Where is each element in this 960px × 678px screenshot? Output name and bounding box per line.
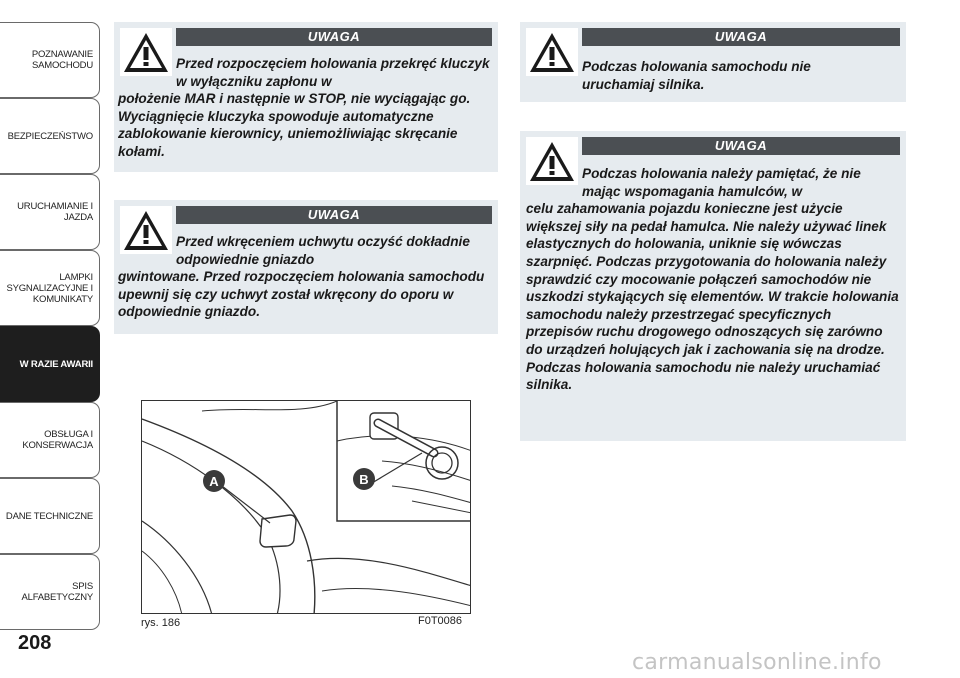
- figure-caption: rys. 186: [141, 617, 181, 629]
- figure-code: F0T0086: [418, 615, 463, 627]
- tow-hook-illustration: [142, 401, 471, 614]
- warning-box-towing-rules: [520, 131, 906, 441]
- warning-box-ignition: [114, 22, 498, 172]
- tab-w-razie-awarii[interactable]: [0, 326, 100, 402]
- warning-text-lead: Podczas holowania samochodu nie uruchamiaj silnika.: [582, 59, 811, 92]
- warning-header: UWAGA: [582, 28, 900, 46]
- tab-bezpieczenstwo[interactable]: [0, 98, 100, 174]
- warning-text-body: gwintowane. Przed rozpoczęciem holowania samochodu upewnij się czy uchwyt został wkręcony do oporu w odpowiednie gniazdo.: [118, 269, 485, 320]
- warning-text-lead: Podczas holowania należy pamiętać, że nie mając wspomagania hamulców, w: [582, 166, 861, 199]
- warning-header: UWAGA: [176, 28, 492, 46]
- warning-header: UWAGA: [176, 206, 492, 224]
- callout-a: A: [209, 474, 219, 489]
- warning-text: [526, 58, 886, 93]
- tab-label: SPIS ALFABETYCZNY: [21, 581, 93, 603]
- page-number: 208: [18, 632, 52, 654]
- watermark: carmanualsonline.info: [632, 650, 882, 675]
- tab-obsluga-i-konserwacja[interactable]: [0, 402, 100, 478]
- warning-text: [118, 55, 494, 161]
- tab-label: LAMPKI SYGNALIZACYJNE I KOMUNIKATY: [6, 271, 93, 305]
- warning-text-lead: Przed wkręceniem uchwytu oczyść dokładnie odpowiednie gniazdo: [176, 234, 470, 267]
- warning-text-body: celu zahamowania pojazdu konieczne jest użycie większej siły na pedał hamulca. Nie należy używać linek elastycznych do holowania, uniknie się wówczas szarpnięć. Podczas przygotowania do holowania należy sprawdzić czy mocowanie połączeń samochodów nie uszkodzi stykających się elementów. W trakcie holowania samochodu należy przestrzegać specyficznych przepisów ruchu drogowego odnoszących się zarówno do urządzeń holujących jak i zachowania się na drodze. Podczas holowania samochodu nie należy uruchamiać silnika.: [526, 201, 899, 393]
- tab-spis-alfabetyczny[interactable]: [0, 554, 100, 630]
- warning-text: [526, 165, 900, 394]
- tab-label: W RAZIE AWARII: [19, 358, 93, 370]
- tab-label: POZNAWANIE SAMOCHODU: [31, 49, 93, 71]
- tab-uruchamianie-i-jazda[interactable]: [0, 174, 100, 250]
- tab-label: URUCHAMIANIE I JAZDA: [17, 201, 93, 223]
- tab-label: DANE TECHNICZNE: [5, 510, 93, 522]
- tab-lampki-sygnalizacyjne[interactable]: [0, 250, 100, 326]
- figure-tow-hook: [141, 400, 471, 614]
- warning-text-lead: Przed rozpoczęciem holowania przekręć kluczyk w wyłączniku zapłonu w: [176, 56, 490, 89]
- warning-text: [118, 233, 494, 321]
- tab-label: OBSŁUGA I KONSERWACJA: [22, 429, 93, 451]
- tab-label: BEZPIECZEŃSTWO: [7, 130, 93, 142]
- warning-header: UWAGA: [582, 137, 900, 155]
- tab-dane-techniczne[interactable]: [0, 478, 100, 554]
- callout-b: B: [359, 472, 369, 487]
- warning-box-engine: [520, 22, 906, 102]
- tab-poznawanie-samochodu[interactable]: [0, 22, 100, 98]
- warning-box-tow-hook: [114, 200, 498, 334]
- warning-text-body: położenie MAR i następnie w STOP, nie wyciągając go. Wyciągnięcie kluczyka spowoduje automatyczne zablokowanie kierownicy, uniemożliwiając skręcanie kołami.: [118, 91, 471, 159]
